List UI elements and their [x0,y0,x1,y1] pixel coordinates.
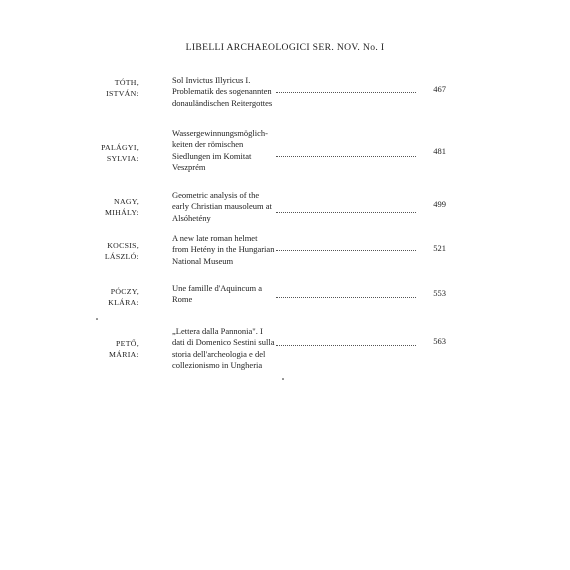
title-line: from Hetény in the Hungarian [172,244,275,255]
title-line: Problematik des sogenannten [172,86,272,97]
title-line: Rome [172,294,193,305]
title-line: Alsóhetény [172,212,211,223]
article-title [172,128,280,174]
title-line: storia dell'archeologia e del [172,348,266,359]
title-line: collezionismo in Ungheria [172,360,263,371]
author-name [105,240,139,262]
author-name [109,338,139,360]
page-number: 499 [433,199,446,209]
page-number: 521 [433,243,446,253]
dot-leader [276,250,416,251]
title-line: early Christian mausoleum at [172,201,272,212]
page-header: LIBELLI ARCHAEOLOGICI SER. NOV. No. I [185,42,385,53]
author-given-name: MIHÁLY: [105,208,139,217]
author-surname: NAGY, [114,197,139,206]
title-line: Wassergewinnungsmöglich- [172,128,268,138]
article-title [172,326,280,372]
title-line: „Lettera dalla Pannonia". I [172,326,263,336]
title-line: donauländischen Reitergottes [172,97,273,108]
title-line: A new late roman helmet [172,233,258,243]
title-line: Veszprém [172,162,206,173]
author-name [106,77,139,99]
scan-speck [282,378,284,380]
article-title [172,233,280,267]
author-given-name: MÁRIA: [109,350,139,359]
title-line: Une famille d'Aquincum a [172,283,263,293]
author-surname: PÓCZY, [110,287,139,296]
article-title [172,75,280,109]
author-name [105,196,139,218]
author-surname: KOCSIS, [107,241,139,250]
author-given-name: LÁSZLÓ: [104,252,139,261]
article-title [172,190,280,224]
title-line: Sol Invictus Illyricus I. [172,75,251,85]
page-number: 467 [433,84,446,94]
scan-speck [96,318,98,320]
title-line: keiten der römischen [172,139,244,150]
page-number: 563 [433,336,446,346]
author-name [108,286,139,308]
title-line: dati di Domenico Sestini sulla [172,337,275,348]
dot-leader [276,297,416,298]
page-number: 481 [433,146,446,156]
author-given-name: KLÁRA: [108,298,139,307]
author-given-name: SYLVIA: [106,154,139,163]
dot-leader [276,92,416,93]
title-line: National Museum [172,255,234,266]
author-surname: PETŐ, [116,339,139,348]
dot-leader [276,212,416,213]
title-line: Siedlungen im Komitat [172,150,252,161]
dot-leader [276,345,416,346]
article-title [172,283,280,306]
author-name [101,142,139,164]
page-number: 553 [433,288,446,298]
dot-leader [276,156,416,157]
author-surname: PALÁGYI, [101,143,139,152]
title-line: Geometric analysis of the [172,190,260,200]
author-given-name: ISTVÁN: [106,89,139,98]
author-surname: TÓTH, [114,78,139,87]
